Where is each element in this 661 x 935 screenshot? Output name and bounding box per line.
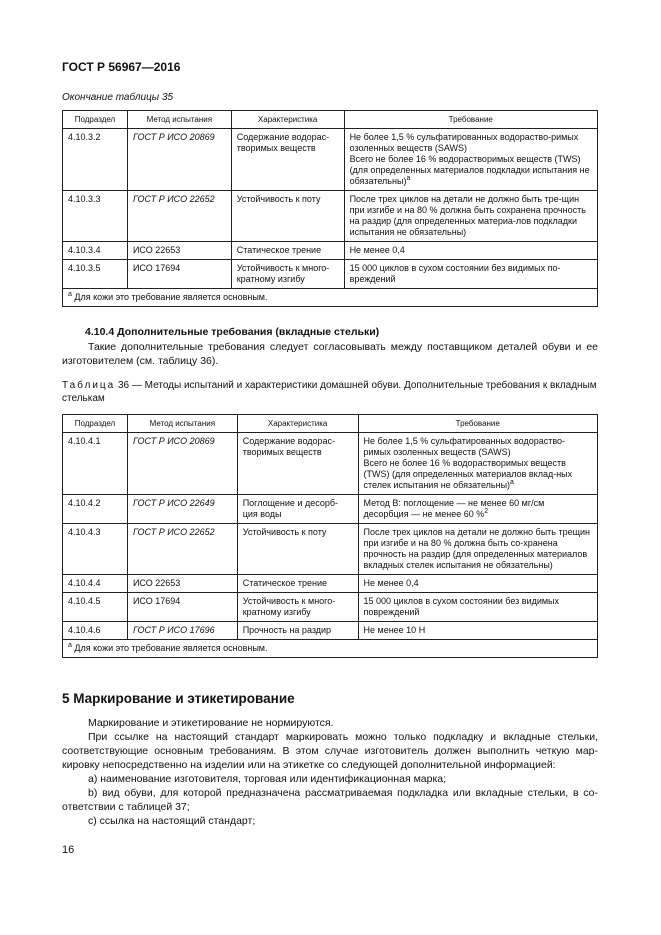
cell-method: ГОСТ Р ИСО 22652 — [127, 191, 231, 242]
cell-characteristic: Статическое трение — [237, 575, 358, 593]
cell-subsection: 4.10.3.4 — [63, 242, 128, 260]
cell-subsection: 4.10.3.5 — [63, 260, 128, 289]
cell-method: ГОСТ Р ИСО 20869 — [127, 433, 237, 495]
table-row — [63, 575, 598, 593]
list-item-a: а) наименование изготовителя, торговая или идентификационная марка; — [88, 773, 447, 785]
page-number: 16 — [62, 844, 75, 856]
col-header-method: Метод испытания — [127, 415, 237, 433]
cell-requirement — [344, 260, 597, 289]
cell-method: ГОСТ Р ИСО 22649 — [127, 495, 237, 524]
requirement-superscript: a — [406, 175, 411, 182]
section5-paragraph-1: Маркирование и этикетирование не нормируются. — [88, 717, 334, 729]
cell-method: ГОСТ Р ИСО 22652 — [127, 524, 237, 575]
cell-method: ГОСТ Р ИСО 20869 — [127, 129, 231, 191]
table-footnote-row — [63, 289, 598, 307]
cell-characteristic: Устойчивость к поту — [237, 524, 358, 575]
cell-characteristic: Прочность на раздир — [237, 622, 358, 640]
footnote-marker: a — [68, 642, 72, 649]
cell-subsection: 4.10.4.3 — [63, 524, 128, 575]
section5-heading: 5 Маркирование и этикетирование — [62, 691, 295, 706]
cell-requirement — [358, 524, 598, 575]
requirement-text: После трех циклов на детали не должно быть тре-щин при изгибе и на 80 % должна быть сохранена прочность на раздир (для определенных материа-лов подкладки испытания не обязательны) — [349, 194, 586, 237]
cell-subsection: 4.10.4.4 — [63, 575, 128, 593]
cell-method: ИСО 22653 — [127, 242, 231, 260]
requirement-text: 15 000 циклов в сухом состоянии без видимых повреждений — [363, 596, 560, 617]
cell-requirement — [358, 622, 598, 640]
col-header-characteristic: Характеристика — [231, 111, 344, 129]
subsection-text: Такие дополнительные требования следует согласовывать между поставщиком деталей обуви и ее изготовителем (см. таблицу 36). — [62, 341, 598, 367]
section5-paragraph-2: При ссылке на настоящий стандарт маркировать можно только подкладку и вкладные стельки, соответствующие основным требованиям. В этом случае изготовитель должен выполнить четкую мар-кировку непосредственно на изделии или на этикетке со следующей дополнительной информацией: — [62, 731, 598, 771]
footnote-text: Для кожи это требование является основным. — [74, 643, 268, 653]
table-row — [63, 495, 598, 524]
requirement-text: Не более 1,5 % сульфатированных водораство-римых озоленных веществ (SAWS) Всего не более 16 % водорастворимых веществ (TWS) (для определенных материалов вклад-ных стелек испытания не обязательны) — [363, 436, 573, 490]
col-header-subsection: Подраздел — [63, 111, 128, 129]
table-header-row — [63, 111, 598, 129]
requirement-superscript: a — [510, 479, 514, 486]
col-header-requirement: Требование — [358, 415, 598, 433]
cell-requirement — [358, 575, 598, 593]
requirement-text: Не менее 0,4 — [349, 245, 405, 255]
table36-caption-text: 36 — Методы испытаний и характеристики домашней обуви. Дополнительные требования к вкладным стелькам — [62, 380, 597, 404]
cell-subsection: 4.10.4.6 — [63, 622, 128, 640]
table-row — [63, 129, 598, 191]
table-footnote-row — [63, 640, 598, 658]
cell-requirement — [344, 129, 597, 191]
cell-method: ИСО 17694 — [127, 593, 237, 622]
cell-characteristic: Содержание водорас-творимых веществ — [231, 129, 344, 191]
table-row — [63, 524, 598, 575]
subsection-heading: 4.10.4 Дополнительные требования (вкладные стельки) — [85, 326, 380, 338]
table-row — [63, 433, 598, 495]
col-header-characteristic: Характеристика — [237, 415, 358, 433]
cell-requirement — [358, 593, 598, 622]
cell-method: ИСО 22653 — [127, 575, 237, 593]
col-header-requirement: Требование — [344, 111, 597, 129]
table-row — [63, 593, 598, 622]
requirement-text: 15 000 циклов в сухом состоянии без видимых по-вреждений — [349, 263, 561, 284]
cell-method: ИСО 17694 — [127, 260, 231, 289]
table-row — [63, 242, 598, 260]
col-header-method: Метод испытания — [127, 111, 231, 129]
requirement-text: Не менее 0,4 — [363, 578, 419, 588]
requirement-text: Не менее 10 Н — [363, 625, 426, 635]
document-header: ГОСТ Р 56967—2016 — [62, 60, 181, 74]
cell-requirement — [344, 242, 597, 260]
footnote-marker: a — [68, 291, 72, 298]
requirement-text: Метод В: поглощение — не менее 60 мг/см десорбция — не менее 60 % — [363, 498, 545, 519]
requirement-superscript: 2 — [484, 508, 489, 515]
cell-characteristic: Статическое трение — [231, 242, 344, 260]
table-36 — [62, 414, 598, 658]
cell-characteristic: Устойчивость к много-кратному изгибу — [231, 260, 344, 289]
cell-subsection: 4.10.4.2 — [63, 495, 128, 524]
cell-requirement — [344, 191, 597, 242]
cell-subsection: 4.10.4.1 — [63, 433, 128, 495]
cell-method: ГОСТ Р ИСО 17696 — [127, 622, 237, 640]
col-header-subsection: Подраздел — [63, 415, 128, 433]
cell-requirement — [358, 495, 598, 524]
table36-caption-label: Таблица — [62, 380, 116, 391]
cell-characteristic: Поглощение и десорб-ция воды — [237, 495, 358, 524]
table36-caption — [62, 379, 598, 405]
table-row — [63, 622, 598, 640]
cell-characteristic: Устойчивость к много-кратному изгибу — [237, 593, 358, 622]
requirement-text: Не более 1,5 % сульфатированных водораство-римых озоленных веществ (SAWS) Всего не более 16 % водорастворимых веществ (TWS) (для определенных материалов подкладки испытания не обязательны) — [349, 132, 590, 186]
footnote-text: Для кожи это требование является основным. — [74, 292, 268, 302]
table-row — [63, 191, 598, 242]
requirement-text: После трех циклов на детали не должно быть трещин при изгибе и на 80 % должна быть со-хранена прочность на раздир (для определенных материалов вкладных стелек испытания не обязательны) — [363, 527, 591, 570]
cell-characteristic: Устойчивость к поту — [231, 191, 344, 242]
table-header-row — [63, 415, 598, 433]
table-35 — [62, 110, 598, 307]
table-footnote — [63, 289, 598, 307]
table-footnote — [63, 640, 598, 658]
cell-subsection: 4.10.3.2 — [63, 129, 128, 191]
table-row — [63, 260, 598, 289]
table35-caption: Окончание таблицы 35 — [62, 92, 174, 103]
cell-requirement — [358, 433, 598, 495]
cell-subsection: 4.10.4.5 — [63, 593, 128, 622]
cell-subsection: 4.10.3.3 — [63, 191, 128, 242]
list-item-b: b) вид обуви, для которой предназначена рассматриваемая подкладка или вкладные стельки, в со-ответствии с таблицей 37; — [62, 787, 598, 813]
list-item-c: с) ссылка на настоящий стандарт; — [88, 815, 256, 827]
cell-characteristic: Содержание водорас-творимых веществ — [237, 433, 358, 495]
